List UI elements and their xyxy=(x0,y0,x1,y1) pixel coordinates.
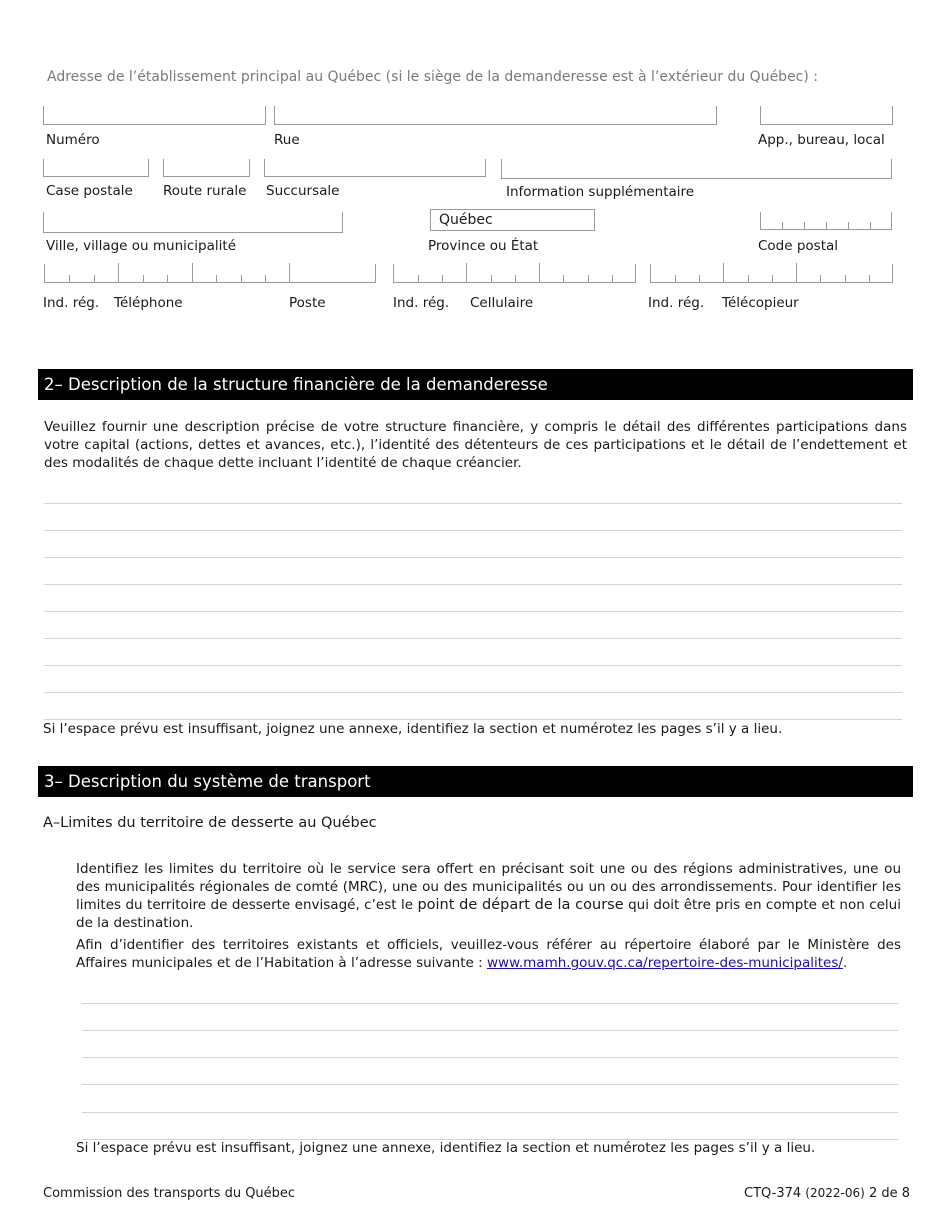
address-heading: Adresse de l’établissement principal au Québec (si le siège de la demanderesse est à l’extérieur du Québec) : xyxy=(47,69,819,85)
code-postal-field[interactable] xyxy=(760,212,892,230)
ind-reg-label-2: Ind. rég. xyxy=(393,295,450,311)
numero-label: Numéro xyxy=(46,132,100,148)
ville-label: Ville, village ou municipalité xyxy=(46,238,236,254)
section2-answer-area[interactable] xyxy=(44,476,902,721)
route-rurale-label: Route rurale xyxy=(163,183,247,199)
rue-label: Rue xyxy=(274,132,300,148)
code-postal-label: Code postal xyxy=(758,238,839,254)
ville-field[interactable] xyxy=(43,212,343,233)
section3-para1: Identifiez les limites du territoire où le service sera offert en précisant soit une ou des régions administratives, une ou des municipalités régionales de comté (MRC), une ou des municipalités ou un ou des arrondissements. Pour identifier les limites du territoire de desserte envisagé, c’est le point de départ de la course qui doit être pris en compte et non celui de la destination. xyxy=(76,861,901,931)
section3-header: 3– Description du système de transport xyxy=(38,766,913,797)
app-label: App., bureau, local xyxy=(758,132,885,148)
telecopieur-label: Télécopieur xyxy=(722,295,799,311)
province-label: Province ou État xyxy=(428,238,539,254)
app-field[interactable] xyxy=(760,106,893,125)
page-number: 2 de 8 xyxy=(868,1186,910,1201)
info-supp-label: Information supplémentaire xyxy=(506,184,695,200)
ind-reg-label-3: Ind. rég. xyxy=(648,295,705,311)
section2-note: Si l’espace prévu est insuffisant, joignez une annexe, identifiez la section et numérotez les pages s’il y a lieu. xyxy=(43,721,783,737)
telephone-field[interactable] xyxy=(44,264,376,283)
poste-label: Poste xyxy=(289,295,326,311)
emphasis-departure-point: point de départ de la course xyxy=(417,897,624,913)
section2-header: 2– Description de la structure financière de la demanderesse xyxy=(38,369,913,400)
section3-para2: Afin d’identifier des territoires existants et officiels, veuillez-vous référer au répertoire élaboré par le Ministère des Affaires municipales et de l’Habitation à l’adresse suivante : www.mamh.gouv.qc.ca/repertoire-des-municipalites/. xyxy=(76,937,901,971)
telecopieur-field[interactable] xyxy=(650,264,893,283)
telephone-label: Téléphone xyxy=(114,295,183,311)
succursale-field[interactable] xyxy=(264,159,486,177)
subsection-a-title: A–Limites du territoire de desserte au Québec xyxy=(43,815,377,831)
form-code: CTQ-374 xyxy=(744,1186,802,1201)
cellulaire-label: Cellulaire xyxy=(470,295,534,311)
section3-note: Si l’espace prévu est insuffisant, joignez une annexe, identifiez la section et numérotez les pages s’il y a lieu. xyxy=(76,1140,816,1156)
case-postale-field[interactable] xyxy=(43,159,149,177)
case-postale-label: Case postale xyxy=(46,183,133,199)
route-rurale-field[interactable] xyxy=(163,159,250,177)
province-field[interactable]: Québec xyxy=(430,209,595,231)
municipalities-link[interactable]: www.mamh.gouv.qc.ca/repertoire-des-municipalites/ xyxy=(486,955,843,971)
footer-form-info xyxy=(744,1186,910,1201)
succursale-label: Succursale xyxy=(266,183,340,199)
footer-org: Commission des transports du Québec xyxy=(43,1186,296,1201)
cellulaire-field[interactable] xyxy=(393,264,636,283)
numero-field[interactable] xyxy=(43,106,266,125)
section3-answer-area[interactable] xyxy=(82,976,898,1142)
rue-field[interactable] xyxy=(274,106,717,125)
ind-reg-label-1: Ind. rég. xyxy=(43,295,100,311)
form-version: (2022-06) xyxy=(805,1186,865,1200)
section2-instructions: Veuillez fournir une description précise de votre structure financière, y compris le détail des différentes participations dans votre capital (actions, dettes et avances, etc.), l’identité des détenteurs de ces participations et le détail de l’endettement et des modalités de chaque dette incluant l’identité de chaque créancier. xyxy=(44,419,907,471)
info-supp-field[interactable] xyxy=(501,159,892,179)
